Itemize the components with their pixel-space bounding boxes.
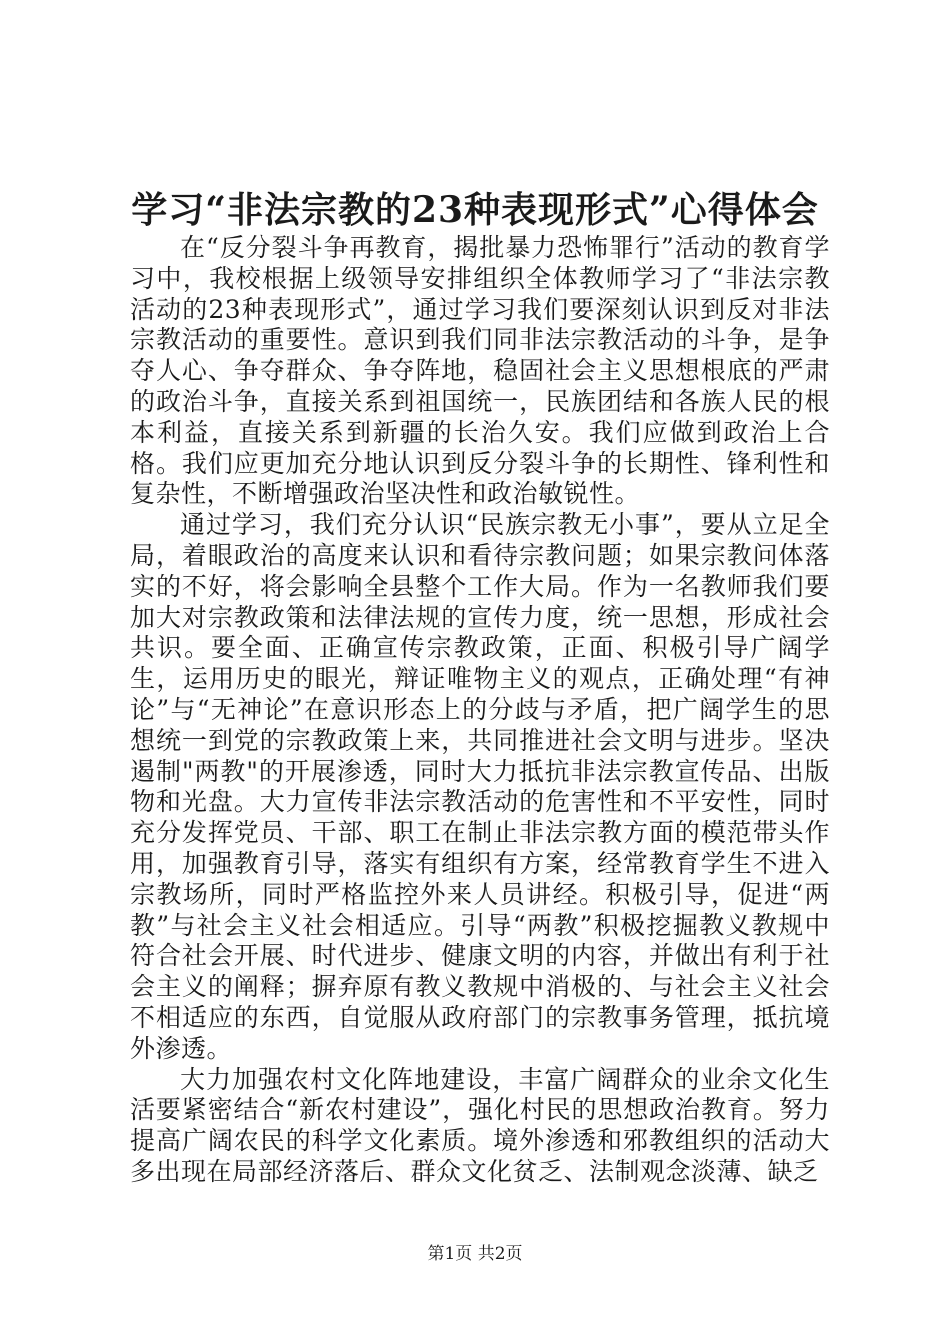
page-footer: 第1页 共2页 — [427, 1244, 523, 1264]
document-title: 学习“非法宗教的23种表现形式”心得体会 — [131, 189, 819, 231]
paragraph-3: 大力加强农村文化阵地建设，丰富广阔群众的业余文化生活要紧密结合“新农村建设”，强化村民的思想政治教育。努力提高广阔农民的科学文化素质。境外渗透和邪教组织的活动大多出现在局部经济落后、群众文化贫乏、法制观念淡薄、缺乏 — [130, 1064, 830, 1186]
paragraph-1: 在“反分裂斗争再教育，揭批暴力恐怖罪行”活动的教育学习中，我校根据上级领导安排组织全体教师学习了“非法宗教活动的23种表现形式”，通过学习我们要深刻认识到反对非法宗教活动的重要性。意识到我们同非法宗教活动的斗争，是争夺人心、争夺群众、争夺阵地，稳固社会主义思想根底的严肃的政治斗争，直接关系到祖国统一，民族团结和各族人民的根本利益，直接关系到新疆的长治久安。我们应做到政治上合格。我们应更加充分地认识到反分裂斗争的长期性、锋利性和复杂性，不断增强政治坚决性和政治敏锐性。 — [130, 233, 830, 509]
document-body — [130, 233, 830, 1188]
paragraph-2: 通过学习，我们充分认识“民族宗教无小事”，要从立足全局，着眼政治的高度来认识和看待宗教问题；如果宗教问体落实的不好，将会影响全县整个工作大局。作为一名教师我们要加大对宗教政策和法律法规的宣传力度，统一思想，形成社会共识。要全面、正确宣传宗教政策，正面、积极引导广阔学生，运用历史的眼光，辩证唯物主义的观点，正确处理“有神论”与“无神论”在意识形态上的分歧与矛盾，把广阔学生的思想统一到党的宗教政策上来，共同推进社会文明与进步。坚决遏制"两教"的开展渗透，同时大力抵抗非法宗教宣传品、出版物和光盘。大力宣传非法宗教活动的危害性和不平安性，同时充分发挥党员、干部、职工在制止非法宗教方面的模范带头作用，加强教育引导，落实有组织有方案，经常教育学生不进入宗教场所，同时严格监控外来人员讲经。积极引导，促进“两教”与社会主义社会相适应。引导“两教”积极挖掘教义教规中符合社会开展、时代进步、健康文明的内容，并做出有利于社会主义的阐释；摒弃原有教义教规中消极的、与社会主义社会不相适应的东西，自觉服从政府部门的宗教事务管理，抵抗境外渗透。 — [130, 510, 830, 1063]
